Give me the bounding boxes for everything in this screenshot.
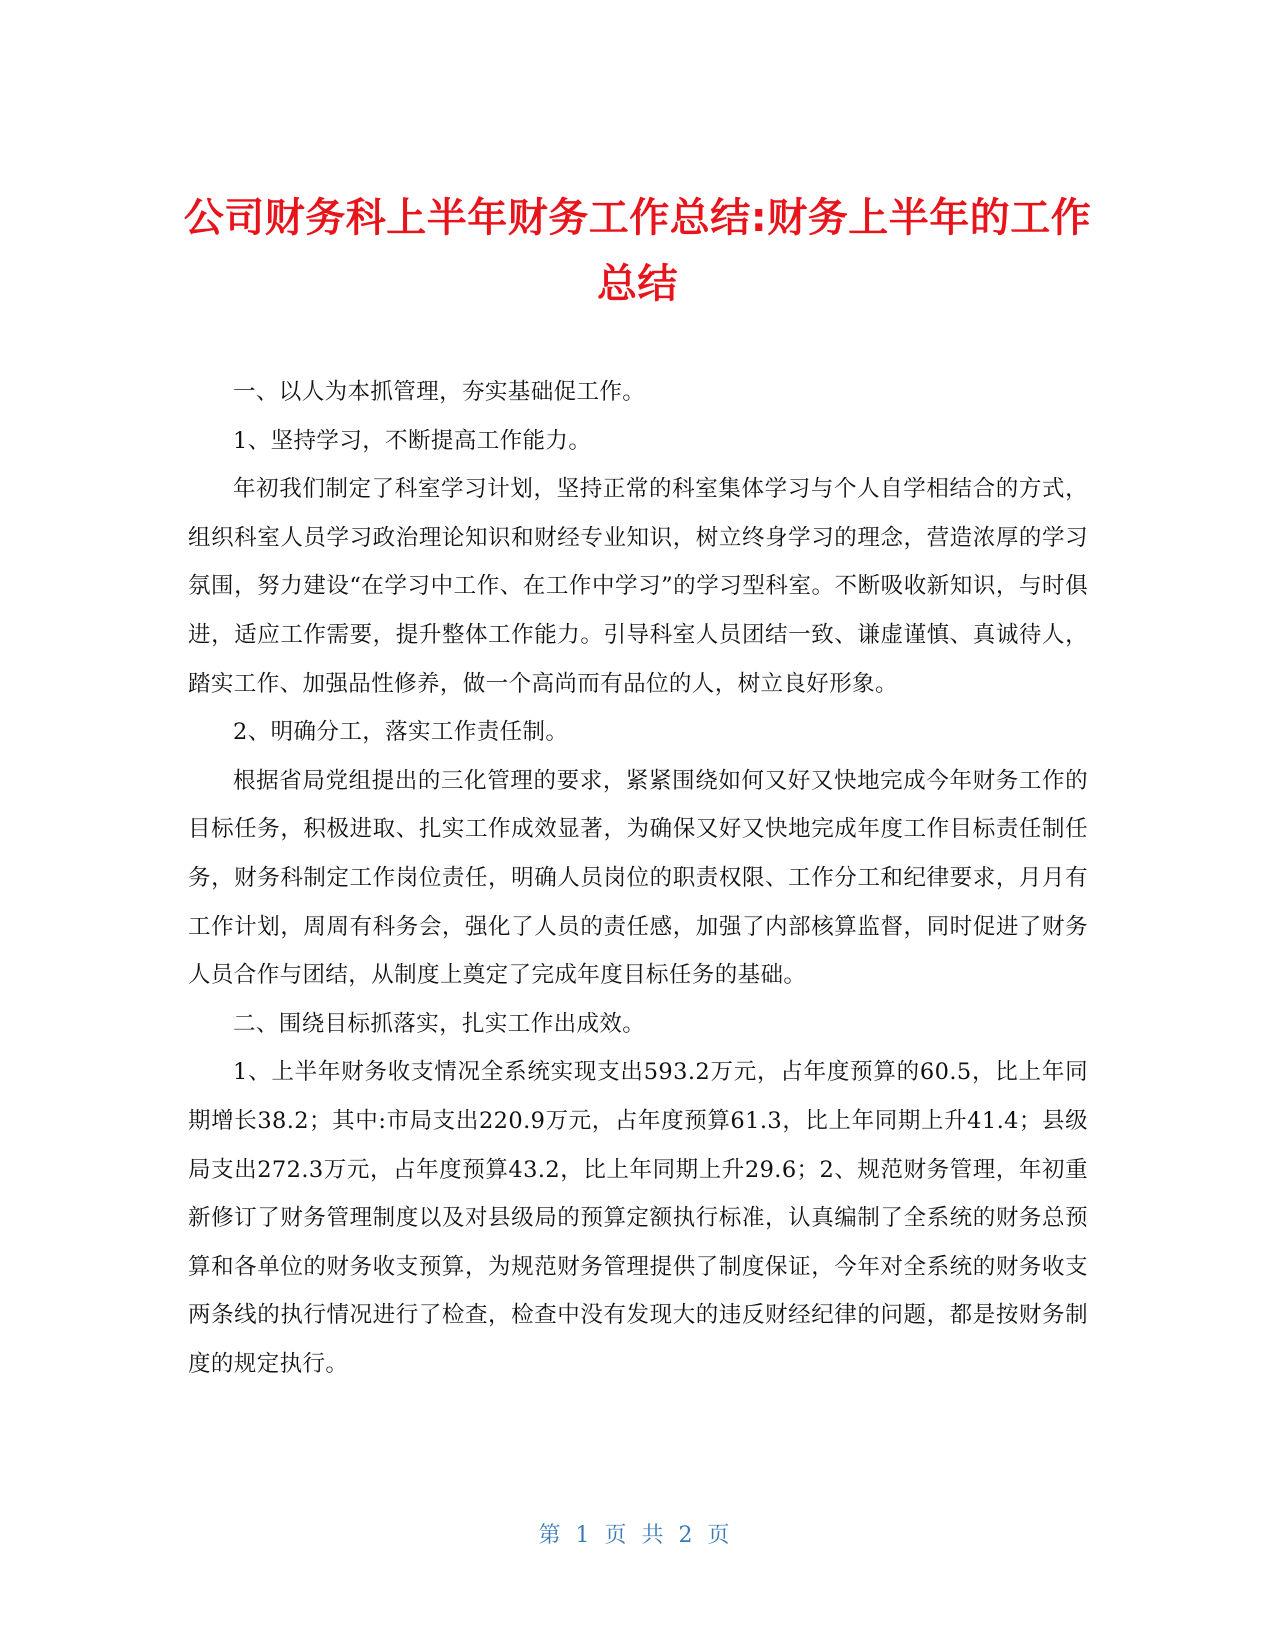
section-heading-2: 二、围绕目标抓落实，扎实工作出成效。: [233, 1010, 646, 1037]
subsection-heading-1-2: 2、明确分工，落实工作责任制。: [233, 719, 569, 746]
footer-current-page: 1: [575, 1523, 591, 1548]
footer-unit-label-2: 页: [707, 1523, 731, 1548]
document-body: [188, 368, 1088, 1388]
footer-unit-label: 页: [604, 1523, 628, 1548]
page-title: 公司财务科上半年财务工作总结:财务上半年的工作总结: [183, 194, 1092, 307]
paragraph-finance: 1、上半年财务收支情况全系统实现支出593.2万元，占年度预算的60.5，比上年同期增长38.2；其中:市局支出220.9万元，占年度预算61.3，比上年同期上升41.4；县级局支出272.3万元，占年度预算43.2，比上年同期上升29.6；2、规范财务管理，年初重新修订了财务管理制度以及对县级局的预算定额执行标准，认真编制了全系统的财务总预算和各单位的财务收支预算，为规范财务管理提供了制度保证，今年对全系统的财务收支两条线的执行情况进行了检查，检查中没有发现大的违反财经纪律的问题，都是按财务制度的规定执行。: [188, 1059, 1088, 1377]
section-heading-1: 一、以人为本抓管理，夯实基础促工作。: [233, 379, 646, 405]
footer-total-pages: 2: [678, 1523, 694, 1548]
footer-total-label: 共: [641, 1523, 665, 1548]
subsection-heading-1-1: 1、坚持学习，不断提高工作能力。: [233, 427, 592, 454]
footer-page-label: 第: [538, 1523, 562, 1548]
paragraph-study: 年初我们制定了科室学习计划，坚持正常的科室集体学习与个人自学相结合的方式，组织科室人员学习政治理论知识和财经专业知识，树立终身学习的理念，营造浓厚的学习氛围，努力建设“在学习中工作、在工作中学习”的学习型科室。不断吸收新知识，与时俱进，适应工作需要，提升整体工作能力。引导科室人员团结一致、谦虚谨慎、真诚待人，踏实工作、加强品性修养，做一个高尚而有品位的人，树立良好形象。: [188, 476, 1088, 697]
paragraph-responsibility: 根据省局党组提出的三化管理的要求，紧紧围绕如何又好又快地完成今年财务工作的目标任务，积极进取、扎实工作成效显著，为确保又好又快地完成年度工作目标责任制任务，财务科制定工作岗位责任，明确人员岗位的职责权限、工作分工和纪律要求，月月有工作计划，周周有科务会，强化了人员的责任感，加强了内部核算监督，同时促进了财务人员合作与团结，从制度上奠定了完成年度目标任务的基础。: [188, 767, 1088, 989]
page-footer: [0, 1518, 1275, 1549]
